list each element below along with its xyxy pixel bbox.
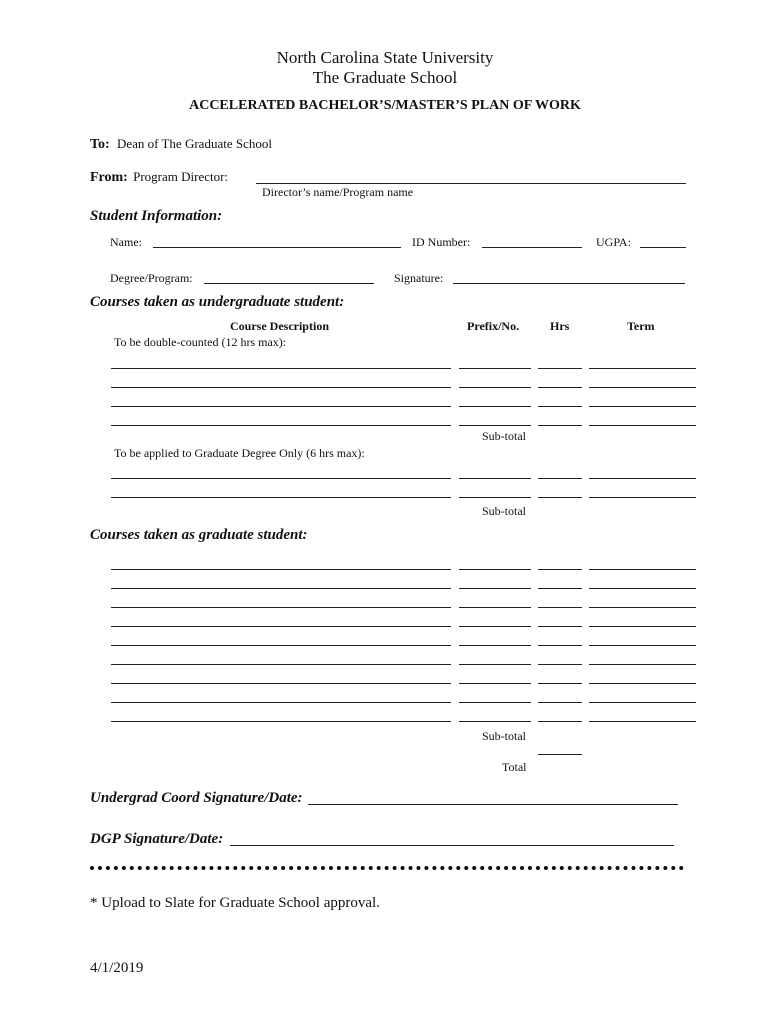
prefix-field[interactable] bbox=[459, 664, 531, 665]
undergrad-coord-signature-field[interactable] bbox=[308, 804, 678, 805]
ugpa-field[interactable] bbox=[640, 247, 686, 248]
signature-label: Signature: bbox=[394, 271, 444, 285]
hrs-field[interactable] bbox=[538, 478, 582, 479]
prefix-field[interactable] bbox=[459, 478, 531, 479]
undergrad-coord-signature-label: Undergrad Coord Signature/Date: bbox=[90, 790, 303, 806]
term-field[interactable] bbox=[589, 626, 696, 627]
to-row bbox=[90, 136, 272, 153]
id-number-field[interactable] bbox=[482, 247, 582, 248]
dotted-separator bbox=[90, 866, 684, 870]
student-signature-field[interactable] bbox=[453, 283, 685, 284]
program-director-label: Program Director: bbox=[133, 169, 229, 184]
subtotal-label: Sub-total bbox=[482, 504, 526, 518]
term-field[interactable] bbox=[589, 368, 696, 369]
course-description-field[interactable] bbox=[111, 645, 451, 646]
from-row bbox=[90, 169, 228, 186]
prefix-field[interactable] bbox=[459, 588, 531, 589]
from-label: From: bbox=[90, 170, 128, 185]
program-director-field[interactable] bbox=[256, 183, 686, 184]
university-name: North Carolina State University bbox=[276, 48, 494, 67]
course-description-field[interactable] bbox=[111, 406, 451, 407]
prefix-field[interactable] bbox=[459, 569, 531, 570]
term-field[interactable] bbox=[589, 645, 696, 646]
hrs-field[interactable] bbox=[538, 497, 582, 498]
course-description-field[interactable] bbox=[111, 626, 451, 627]
grad-only-label: To be applied to Graduate Degree Only (6 hrs max): bbox=[114, 446, 365, 460]
form-title: ACCELERATED BACHELOR’S/MASTER’S PLAN OF WORK bbox=[189, 98, 581, 113]
course-description-field[interactable] bbox=[111, 721, 451, 722]
hrs-field[interactable] bbox=[538, 721, 582, 722]
prefix-field[interactable] bbox=[459, 387, 531, 388]
hrs-field[interactable] bbox=[538, 702, 582, 703]
student-info-heading: Student Information: bbox=[90, 208, 223, 224]
col-term: Term bbox=[627, 319, 655, 333]
hrs-field[interactable] bbox=[538, 387, 582, 388]
course-description-field[interactable] bbox=[111, 569, 451, 570]
hrs-field[interactable] bbox=[538, 406, 582, 407]
term-field[interactable] bbox=[589, 607, 696, 608]
hrs-field[interactable] bbox=[538, 368, 582, 369]
hrs-field[interactable] bbox=[538, 425, 582, 426]
term-field[interactable] bbox=[589, 387, 696, 388]
ugpa-label: UGPA: bbox=[596, 235, 631, 249]
revision-date: 4/1/2019 bbox=[90, 960, 144, 976]
graduate-courses-heading: Courses taken as graduate student: bbox=[90, 527, 308, 543]
term-field[interactable] bbox=[589, 588, 696, 589]
prefix-field[interactable] bbox=[459, 626, 531, 627]
to-label: To: bbox=[90, 137, 110, 152]
total-hrs-field[interactable] bbox=[538, 754, 582, 755]
dgp-signature-label: DGP Signature/Date: bbox=[90, 831, 224, 847]
col-prefix-no: Prefix/No. bbox=[467, 319, 520, 333]
hrs-field[interactable] bbox=[538, 664, 582, 665]
course-description-field[interactable] bbox=[111, 702, 451, 703]
term-field[interactable] bbox=[589, 664, 696, 665]
prefix-field[interactable] bbox=[459, 425, 531, 426]
term-field[interactable] bbox=[589, 683, 696, 684]
school-name: The Graduate School bbox=[312, 68, 458, 87]
prefix-field[interactable] bbox=[459, 683, 531, 684]
term-field[interactable] bbox=[589, 569, 696, 570]
to-value: Dean of The Graduate School bbox=[116, 136, 272, 151]
prefix-field[interactable] bbox=[459, 702, 531, 703]
course-description-field[interactable] bbox=[111, 588, 451, 589]
hrs-field[interactable] bbox=[538, 626, 582, 627]
course-description-field[interactable] bbox=[111, 683, 451, 684]
prefix-field[interactable] bbox=[459, 645, 531, 646]
term-field[interactable] bbox=[589, 425, 696, 426]
undergrad-courses-heading: Courses taken as undergraduate student: bbox=[90, 294, 345, 310]
subtotal-label: Sub-total bbox=[482, 729, 526, 743]
prefix-field[interactable] bbox=[459, 406, 531, 407]
hrs-field[interactable] bbox=[538, 588, 582, 589]
term-field[interactable] bbox=[589, 721, 696, 722]
prefix-field[interactable] bbox=[459, 368, 531, 369]
col-course-description: Course Description bbox=[230, 319, 329, 333]
name-field[interactable] bbox=[153, 247, 401, 248]
hrs-field[interactable] bbox=[538, 607, 582, 608]
term-field[interactable] bbox=[589, 702, 696, 703]
course-description-field[interactable] bbox=[111, 607, 451, 608]
degree-program-field[interactable] bbox=[204, 283, 374, 284]
course-description-field[interactable] bbox=[111, 664, 451, 665]
hrs-field[interactable] bbox=[538, 569, 582, 570]
prefix-field[interactable] bbox=[459, 721, 531, 722]
total-label: Total bbox=[502, 760, 527, 774]
course-description-field[interactable] bbox=[111, 387, 451, 388]
course-description-field[interactable] bbox=[111, 478, 451, 479]
prefix-field[interactable] bbox=[459, 607, 531, 608]
director-caption: Director’s name/Program name bbox=[262, 185, 414, 199]
prefix-field[interactable] bbox=[459, 497, 531, 498]
hrs-field[interactable] bbox=[538, 645, 582, 646]
term-field[interactable] bbox=[589, 478, 696, 479]
term-field[interactable] bbox=[589, 497, 696, 498]
course-description-field[interactable] bbox=[111, 368, 451, 369]
double-counted-label: To be double-counted (12 hrs max): bbox=[114, 335, 287, 349]
term-field[interactable] bbox=[589, 406, 696, 407]
degree-program-label: Degree/Program: bbox=[110, 271, 193, 285]
id-number-label: ID Number: bbox=[412, 235, 471, 249]
course-description-field[interactable] bbox=[111, 425, 451, 426]
hrs-field[interactable] bbox=[538, 683, 582, 684]
col-hrs: Hrs bbox=[550, 319, 570, 333]
subtotal-label: Sub-total bbox=[482, 429, 526, 443]
upload-note: * Upload to Slate for Graduate School approval. bbox=[90, 895, 380, 911]
course-description-field[interactable] bbox=[111, 497, 451, 498]
name-label: Name: bbox=[110, 235, 142, 249]
dgp-signature-field[interactable] bbox=[230, 845, 674, 846]
